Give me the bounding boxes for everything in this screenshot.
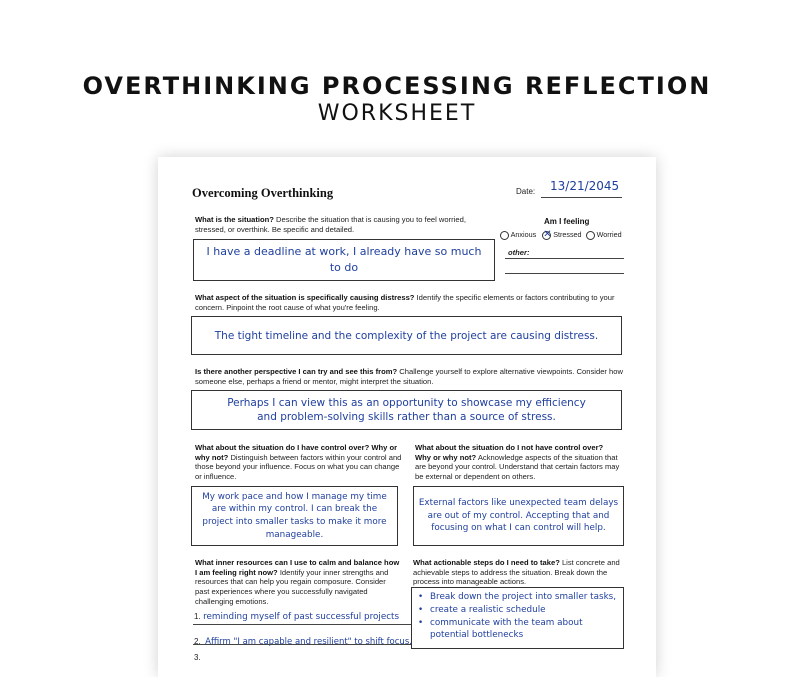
q6-prompt bbox=[195, 558, 401, 607]
worksheet-page bbox=[158, 157, 656, 677]
q7-step-list bbox=[418, 591, 617, 642]
q6-item-3-num: 3. bbox=[194, 653, 201, 662]
q7-step-2: • create a realistic schedule bbox=[418, 604, 617, 617]
option-worried-label: Worried bbox=[596, 230, 622, 239]
q7-step-1: • Break down the project into smaller tasks, bbox=[418, 591, 617, 604]
q2-lead: What aspect of the situation is specifically causing distress? bbox=[195, 293, 415, 302]
q4-prompt bbox=[195, 443, 405, 482]
feeling-label: Am I feeling bbox=[544, 217, 590, 226]
q5-answer-box[interactable] bbox=[413, 486, 624, 546]
radio-worried[interactable] bbox=[586, 231, 595, 240]
option-stressed-label: Stressed bbox=[553, 230, 582, 239]
q4-lead: What about the situation do I have control over? Why or why not? bbox=[195, 443, 398, 462]
page-subtitle: WORKSHEET bbox=[317, 101, 477, 126]
q4-answer-box[interactable] bbox=[191, 486, 398, 546]
q7-text: List concrete and achievable steps to address the situation. Break down the process into manageable actions. bbox=[413, 558, 620, 587]
radio-stressed[interactable] bbox=[542, 231, 551, 240]
q2-answer: The tight timeline and the complexity of the project are causing distress. bbox=[214, 329, 599, 342]
other-line-1[interactable] bbox=[505, 258, 624, 259]
q6-line-1 bbox=[193, 624, 411, 625]
other-line-2[interactable] bbox=[505, 273, 624, 274]
q7-answer-box[interactable] bbox=[411, 587, 624, 649]
q3-answer-box[interactable] bbox=[191, 390, 622, 430]
q6-list-item[interactable] bbox=[194, 611, 412, 622]
q7-lead: What actionable steps do I need to take? bbox=[413, 558, 560, 567]
q1-lead: What is the situation? bbox=[195, 215, 274, 224]
q1-text: Describe the situation that is causing you to feel worried, stressed, or overthink. Be specific and detailed. bbox=[195, 215, 466, 234]
feeling-options bbox=[500, 230, 622, 240]
q3-answer: Perhaps I can view this as an opportunity to showcase my efficiency and problem-solving skills rather than a source of stress. bbox=[227, 396, 586, 423]
q5-answer: External factors like unexpected team delays are out of my control. Accepting that and focusing on what I can control will help. bbox=[418, 497, 619, 534]
q6-text: Identify your inner strengths and resources that can help you regain composure. Consider past experiences where you successfully navigated challenging emotions. bbox=[195, 567, 389, 606]
q6-lead: What inner resources can I use to calm and balance how I am feeling right now? bbox=[195, 558, 400, 577]
q4-answer: My work pace and how I manage my time are within my control. I can break the project into smaller tasks to make it more manageable. bbox=[202, 491, 387, 540]
q5-text: Acknowledge aspects of the situation that are beyond your control. Understand that certain factors may be external or dependent on others. bbox=[415, 452, 620, 482]
q1-prompt bbox=[195, 215, 490, 234]
q3-lead: Is there another perspective I can try and see this from? bbox=[195, 367, 398, 376]
q7-prompt bbox=[413, 558, 623, 587]
page-title: OVERTHINKING PROCESSING REFLECTION bbox=[82, 72, 712, 100]
q6-item-2-text: Affirm "I am capable and resilient" to shift focus. bbox=[205, 637, 412, 647]
worksheet-title: Overcoming Overthinking bbox=[192, 186, 334, 200]
q2-answer-box[interactable] bbox=[191, 316, 622, 355]
q5-prompt bbox=[415, 443, 620, 482]
q6-line-2 bbox=[193, 644, 411, 645]
q1-answer: I have a deadline at work, I already have so much to do bbox=[206, 244, 482, 274]
q2-text: Identify the specific elements or factors contributing to your concern. Pinpoint the root cause of what you're feeling. bbox=[195, 293, 615, 312]
q4-text: Distinguish between factors within your control and those beyond your influence. Focus on what you can change or influence. bbox=[195, 452, 402, 482]
q7-step-3: • communicate with the team about potential bottlenecks bbox=[418, 617, 617, 643]
q6-item-1-text: reminding myself of past successful projects bbox=[203, 612, 400, 622]
other-label: other: bbox=[508, 248, 530, 257]
q5-lead: What about the situation do I not have control over? Why or why not? bbox=[415, 443, 604, 462]
date-value[interactable]: 13/21/2045 bbox=[550, 179, 620, 193]
radio-anxious[interactable] bbox=[500, 231, 509, 240]
q2-prompt bbox=[195, 293, 631, 312]
q6-list-item[interactable] bbox=[194, 647, 412, 665]
q6-item-2-num: 2. bbox=[194, 637, 201, 646]
q1-answer-box[interactable] bbox=[193, 239, 495, 281]
date-label: Date: bbox=[516, 187, 536, 196]
q3-text: Challenge yourself to explore alternative viewpoints. Consider how someone else, perhaps a friend or mentor, might interpret the situation. bbox=[195, 367, 623, 386]
q6-item-1-num: 1. bbox=[194, 612, 201, 621]
date-underline bbox=[541, 197, 622, 198]
q3-prompt bbox=[195, 367, 631, 386]
option-anxious-label: Anxious bbox=[510, 230, 537, 239]
